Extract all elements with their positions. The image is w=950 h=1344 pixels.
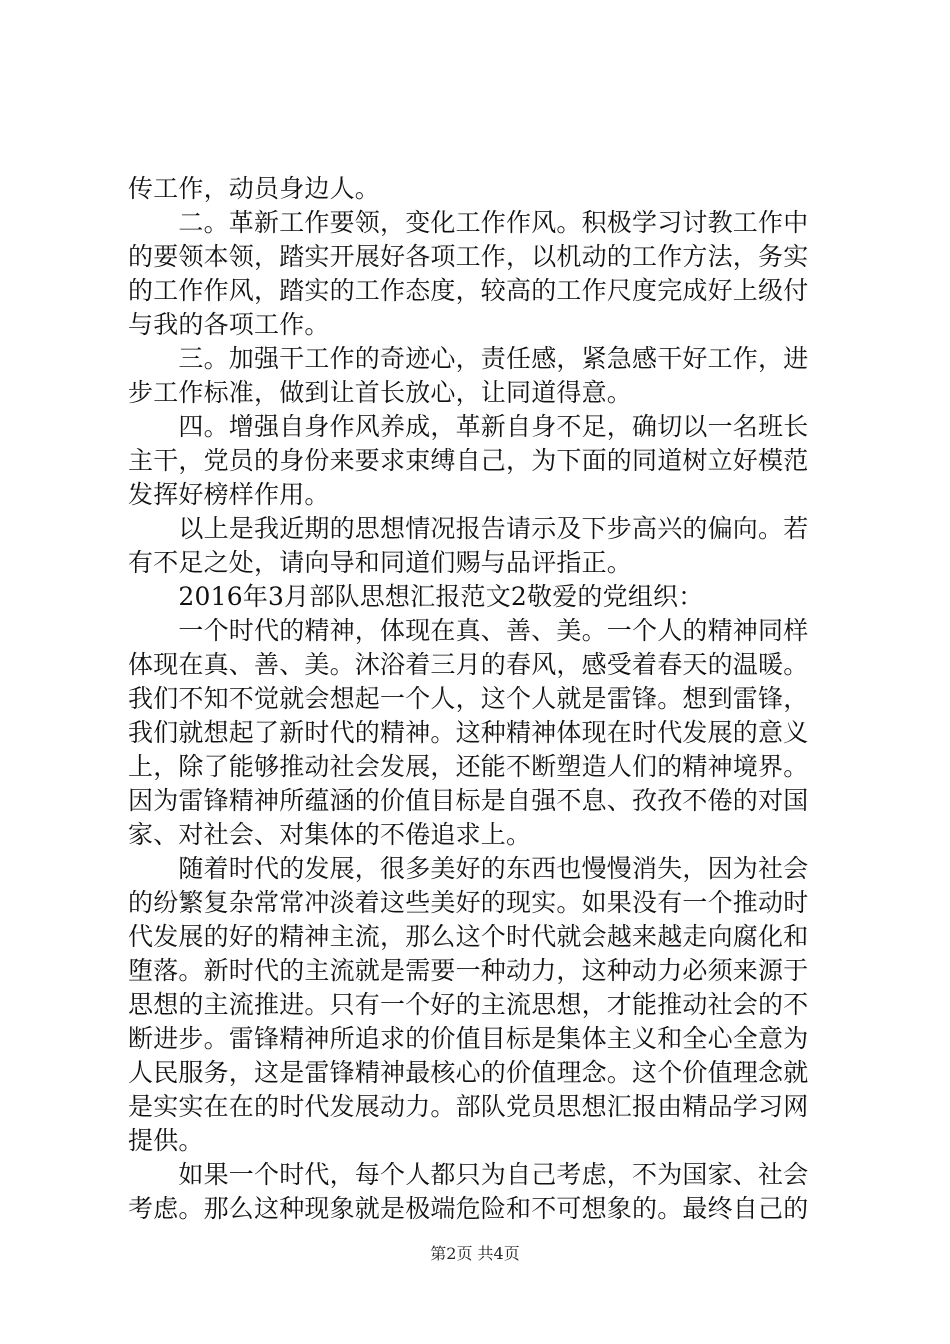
text-line: 是实实在在的时代发展动力。部队党员思想汇报由精品学习网	[128, 1092, 809, 1121]
text-line: 上，除了能够推动社会发展，还能不断塑造人们的精神境界。	[128, 752, 809, 781]
text-line: 考虑。那么这种现象就是极端危险和不可想象的。最终自己的	[128, 1194, 809, 1223]
text-line: 断进步。雷锋精神所追求的价值目标是集体主义和全心全意为	[128, 1024, 809, 1053]
text-line: 二。革新工作要领，变化工作作风。积极学习讨教工作中	[128, 208, 809, 237]
text-line: 提供。	[128, 1126, 204, 1155]
text-line: 代发展的好的精神主流，那么这个时代就会越来越走向腐化和	[128, 922, 809, 951]
text-line: 体现在真、善、美。沐浴着三月的春风，感受着春天的温暖。	[128, 650, 809, 679]
text-line: 传工作，动员身边人。	[128, 174, 381, 203]
text-line: 我们就想起了新时代的精神。这种精神体现在时代发展的意义	[128, 718, 809, 747]
page-number: 第2页 共4页	[430, 1244, 520, 1263]
text-line: 四。增强自身作风养成，革新自身不足，确切以一名班长	[128, 412, 809, 441]
text-line: 一个时代的精神，体现在真、善、美。一个人的精神同样	[128, 616, 809, 645]
text-line: 的工作作风，踏实的工作态度，较高的工作尺度完成好上级付	[128, 276, 809, 305]
text-line: 的纷繁复杂常常冲淡着这些美好的现实。如果没有一个推动时	[128, 888, 809, 917]
text-line: 主干，党员的身份来要求束缚自己，为下面的同道树立好模范	[128, 446, 809, 475]
text-line: 发挥好榜样作用。	[128, 480, 330, 509]
text-line: 与我的各项工作。	[128, 310, 330, 339]
text-line: 因为雷锋精神所蕴涵的价值目标是自强不息、孜孜不倦的对国	[128, 786, 809, 815]
text-line: 堕落。新时代的主流就是需要一种动力，这种动力必须来源于	[128, 956, 809, 985]
text-line: 如果一个时代，每个人都只为自己考虑，不为国家、社会	[128, 1160, 809, 1189]
text-line: 家、对社会、对集体的不倦追求上。	[128, 820, 532, 849]
text-line: 的要领本领，踏实开展好各项工作，以机动的工作方法，务实	[128, 242, 809, 271]
text-line: 以上是我近期的思想情况报告请示及下步高兴的偏向。若	[128, 514, 809, 543]
text-line: 三。加强干工作的奇迹心，责任感，紧急感干好工作，进	[128, 344, 809, 373]
text-line: 随着时代的发展，很多美好的东西也慢慢消失，因为社会	[128, 854, 809, 883]
text-line: 2016年3月部队思想汇报范文2敬爱的党组织：	[128, 582, 704, 611]
text-line: 思想的主流推进。只有一个好的主流思想，才能推动社会的不	[128, 990, 809, 1019]
text-line: 我们不知不觉就会想起一个人，这个人就是雷锋。想到雷锋，	[128, 684, 809, 713]
text-line: 人民服务，这是雷锋精神最核心的价值理念。这个价值理念就	[128, 1058, 809, 1087]
text-line: 有不足之处，请向导和同道们赐与品评指正。	[128, 548, 633, 577]
text-line: 步工作标准，做到让首长放心，让同道得意。	[128, 378, 633, 407]
